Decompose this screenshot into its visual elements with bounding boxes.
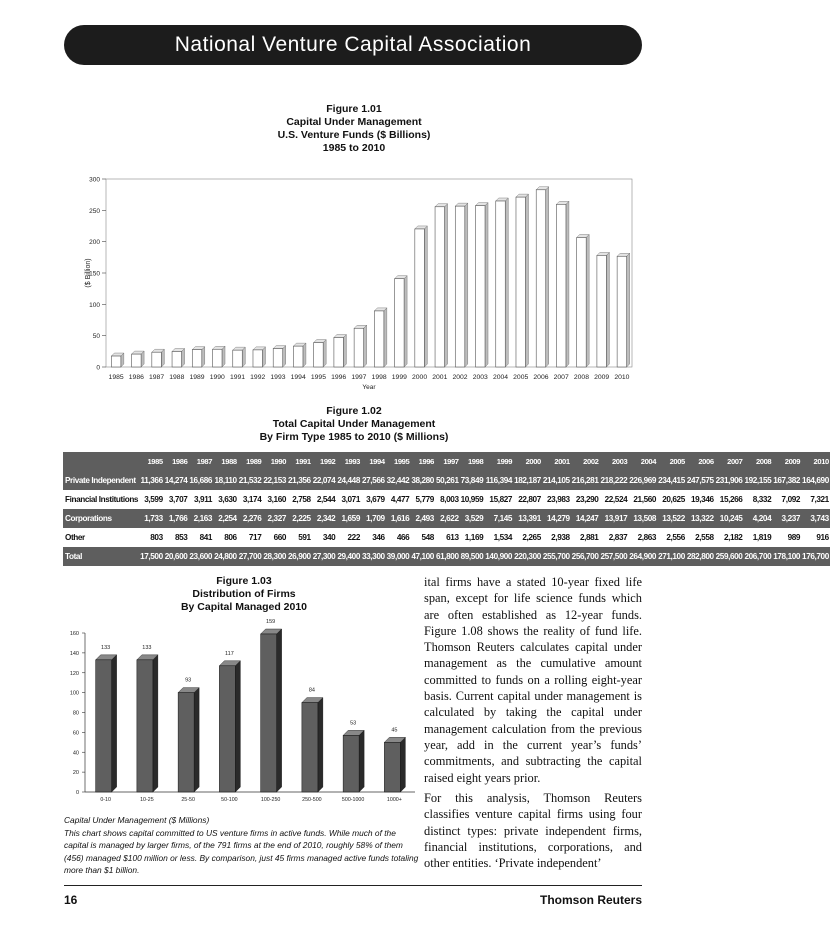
table-cell: 26,900 xyxy=(288,552,311,561)
table-header-year: 2000 xyxy=(525,457,541,466)
table-cell: 806 xyxy=(224,533,237,542)
table-cell: 2,837 xyxy=(608,533,628,542)
header-title: National Venture Capital Association xyxy=(174,33,532,56)
bar-side xyxy=(235,661,240,792)
figure-3-title-line: Distribution of Firms xyxy=(192,588,296,600)
table-cell: 116,394 xyxy=(485,476,513,485)
table-header-year: 1993 xyxy=(344,457,360,466)
table-cell: 2,558 xyxy=(695,533,714,542)
table-cell: 22,807 xyxy=(518,495,541,504)
table-header-year: 2007 xyxy=(727,457,743,466)
table-cell: 8,003 xyxy=(440,495,459,504)
table-cell: 14,247 xyxy=(575,514,599,523)
body-paragraph-1: ital firms have a stated 10-year fixed life span, except for life science funds which are often established as 12-year funds. Figure 1.08 shows the reality of fund life. Thomson Reuters calculates capital under management as the cumulative amount committed to funds on a rolling eight-year basis. Current capital under management is calculated by taking the capital under management calculation from the previous year, add in the current year’s funds’ commitments, and subtracting the capital raised eight years prior. xyxy=(424,575,642,785)
table-cell: 3,679 xyxy=(366,495,385,504)
table-header-year: 2006 xyxy=(698,457,714,466)
y-tick-label: 150 xyxy=(89,270,100,278)
bar-data-label: 93 xyxy=(185,677,192,684)
table-cell: 27,566 xyxy=(362,476,385,485)
table-cell: 7,092 xyxy=(781,495,801,504)
table-row-label: Private Independent xyxy=(65,476,136,485)
table-cell: 24,800 xyxy=(214,552,237,561)
table-cell: 2,544 xyxy=(316,495,336,504)
y-tick-label: 300 xyxy=(89,176,100,184)
table-row-label: Other xyxy=(65,533,85,542)
table-cell: 15,266 xyxy=(719,495,743,504)
body-column-2 xyxy=(424,790,642,871)
bar-data-label: 53 xyxy=(350,720,357,727)
table-header-year: 2009 xyxy=(784,457,801,466)
table-cell: 28,300 xyxy=(263,552,287,561)
y-tick-label: 60 xyxy=(72,730,79,737)
table-cell: 264,900 xyxy=(629,552,657,561)
table-cell: 548 xyxy=(421,533,434,542)
table-cell: 5,779 xyxy=(415,495,434,504)
caption-heading: Capital Under Management ($ Millions) xyxy=(64,815,210,825)
table-cell: 1,766 xyxy=(168,514,188,523)
y-tick-label: 140 xyxy=(69,650,79,657)
table-cell: 23,983 xyxy=(547,495,570,504)
table-header-year: 2002 xyxy=(583,457,599,466)
table-cell: 182,187 xyxy=(514,476,541,485)
table-header-year: 1996 xyxy=(418,457,434,466)
table-cell: 27,300 xyxy=(312,552,336,561)
bar xyxy=(219,666,235,792)
table-cell: 3,743 xyxy=(810,514,829,523)
table-cell: 18,110 xyxy=(214,476,237,485)
table-cell: 73,849 xyxy=(460,476,484,485)
table-cell: 39,000 xyxy=(386,552,410,561)
table-cell: 3,174 xyxy=(242,495,262,504)
table-cell: 176,700 xyxy=(802,552,829,561)
table-cell: 192,155 xyxy=(744,476,772,485)
table-cell: 140,900 xyxy=(485,552,513,561)
table-cell: 33,300 xyxy=(362,552,385,561)
bar xyxy=(261,634,277,792)
x-tick-label: 50-100 xyxy=(221,797,238,803)
y-tick-label: 0 xyxy=(96,364,100,372)
x-tick-label: 1987 xyxy=(149,374,165,381)
y-tick-label: 80 xyxy=(72,710,79,717)
bar-side xyxy=(318,698,323,792)
table-header-year: 2010 xyxy=(813,457,829,466)
x-tick-label: 100-250 xyxy=(260,797,281,803)
table-cell: 259,600 xyxy=(715,552,743,561)
table-cell: 21,560 xyxy=(633,495,657,504)
bar xyxy=(96,660,112,792)
table-cell: 3,160 xyxy=(267,495,287,504)
x-tick-label: 500-1000 xyxy=(341,797,365,803)
table-cell: 15,827 xyxy=(489,495,513,504)
figure-3-title-line: By Capital Managed 2010 xyxy=(180,601,308,613)
table-header-year: 1992 xyxy=(320,457,336,466)
table-cell: 23,600 xyxy=(189,552,213,561)
table-cell: 340 xyxy=(322,533,336,542)
y-tick-label: 100 xyxy=(69,690,79,697)
table-cell: 206,700 xyxy=(744,552,772,561)
bar-data-label: 133 xyxy=(101,644,111,651)
table-cell: 2,327 xyxy=(267,514,287,523)
table-cell: 717 xyxy=(248,533,262,542)
table-cell: 16,686 xyxy=(189,476,213,485)
y-tick-label: 20 xyxy=(72,770,79,777)
y-tick-label: 160 xyxy=(69,631,79,637)
figure-1-label: Figure 1.01 xyxy=(326,103,382,115)
x-tick-label: 0-10 xyxy=(100,797,111,803)
figure-2-label: Figure 1.02 xyxy=(326,405,382,417)
table-cell: 1,616 xyxy=(390,514,410,523)
table-cell: 231,906 xyxy=(715,476,743,485)
x-tick-label: 2005 xyxy=(513,374,529,381)
table-cell: 222 xyxy=(347,533,360,542)
table-cell: 916 xyxy=(816,533,829,542)
table-header-year: 1989 xyxy=(246,457,262,466)
body-column xyxy=(424,574,642,786)
x-tick-label: 2004 xyxy=(492,374,509,381)
table-cell: 247,575 xyxy=(686,476,714,485)
table-cell: 591 xyxy=(298,533,311,542)
table-cell: 2,254 xyxy=(218,514,237,523)
table-cell: 14,279 xyxy=(547,514,570,523)
table-header-year: 2004 xyxy=(640,457,657,466)
x-tick-label: 1994 xyxy=(290,374,306,381)
table-header-year: 1985 xyxy=(147,457,163,466)
table-cell: 13,322 xyxy=(691,514,714,523)
table-cell: 23,290 xyxy=(575,495,599,504)
table-cell: 3,071 xyxy=(341,495,360,504)
table-header-year: 1994 xyxy=(369,457,385,466)
x-tick-label: 2007 xyxy=(553,374,569,381)
y-tick-label: 40 xyxy=(72,750,79,757)
table-cell: 24,448 xyxy=(337,476,360,485)
table-cell: 255,700 xyxy=(542,552,570,561)
y-tick-label: 120 xyxy=(69,670,79,677)
table-cell: 13,391 xyxy=(518,514,541,523)
table-cell: 17,500 xyxy=(140,552,163,561)
x-tick-label: 1997 xyxy=(351,374,367,381)
caption-body: This chart shows capital committed to US venture firms in active funds. While much of the capital is managed by larger firms, of the 791 firms at the end of 2010, roughly 58% of them (456) managed $100 million or less. By comparison, just 45 firms managed active funds totaling more than $1 billion. xyxy=(64,827,419,875)
table-cell: 841 xyxy=(199,533,213,542)
y-tick-label: 100 xyxy=(89,301,100,309)
table-cell: 3,599 xyxy=(144,495,163,504)
x-axis-label: Year xyxy=(362,384,376,391)
table-cell: 803 xyxy=(150,533,163,542)
x-tick-label: 2003 xyxy=(472,374,488,381)
table-row-label: Financial Institutions xyxy=(65,495,139,504)
table-cell: 61,800 xyxy=(435,552,459,561)
x-tick-label: 2006 xyxy=(533,374,549,381)
table-cell: 3,630 xyxy=(218,495,237,504)
table-cell: 1,169 xyxy=(464,533,484,542)
bar xyxy=(384,742,400,792)
x-tick-label: 1993 xyxy=(270,374,286,381)
bar xyxy=(343,735,359,792)
table-cell: 2,225 xyxy=(292,514,311,523)
figure-2-title-line: Total Capital Under Management xyxy=(272,418,436,430)
x-tick-label: 1996 xyxy=(331,374,347,381)
table-cell: 1,733 xyxy=(144,514,163,523)
table-cell: 47,100 xyxy=(411,552,434,561)
x-tick-label: 1991 xyxy=(229,374,246,381)
table-header-year: 1997 xyxy=(443,457,459,466)
table-cell: 19,346 xyxy=(691,495,714,504)
table-header-year: 1995 xyxy=(394,457,410,466)
x-tick-label: 1986 xyxy=(128,374,144,381)
table-header-year: 1991 xyxy=(295,457,311,466)
y-axis-label: ($ Billion) xyxy=(85,258,92,288)
table-cell: 2,342 xyxy=(316,514,336,523)
table-cell: 29,400 xyxy=(337,552,360,561)
x-tick-label: 1989 xyxy=(189,374,205,381)
table-cell: 1,819 xyxy=(752,533,772,542)
table-cell: 13,508 xyxy=(633,514,657,523)
bar xyxy=(302,703,318,792)
table-cell: 216,281 xyxy=(571,476,599,485)
table-cell: 8,332 xyxy=(752,495,772,504)
bar-side xyxy=(112,655,117,792)
x-tick-label: 1998 xyxy=(371,374,387,381)
table-cell: 13,522 xyxy=(662,514,685,523)
x-tick-label: 1999 xyxy=(391,374,407,381)
table-cell: 234,415 xyxy=(658,476,685,485)
table-cell: 2,276 xyxy=(242,514,262,523)
bar-data-label: 84 xyxy=(308,687,315,694)
table-cell: 4,204 xyxy=(752,514,772,523)
table-cell: 10,245 xyxy=(719,514,743,523)
bar-side xyxy=(359,730,364,792)
bar-data-label: 45 xyxy=(391,727,398,734)
figure-1-title-line: Capital Under Management xyxy=(286,116,422,128)
table-cell: 2,938 xyxy=(551,533,570,542)
x-tick-label: 25-50 xyxy=(181,797,195,803)
table-cell: 282,800 xyxy=(686,552,714,561)
table-cell: 164,690 xyxy=(802,476,829,485)
table-header-year: 2001 xyxy=(554,457,570,466)
table-header-year: 2003 xyxy=(611,457,628,466)
table-cell: 20,625 xyxy=(662,495,685,504)
figure-1-title-line: U.S. Venture Funds ($ Billions) xyxy=(277,129,431,141)
table-cell: 256,700 xyxy=(571,552,599,561)
x-tick-label: 250-500 xyxy=(302,797,322,803)
figure-1-title-line: 1985 to 2010 xyxy=(322,142,386,154)
table-cell: 4,477 xyxy=(390,495,410,504)
y-tick-label: 50 xyxy=(92,333,100,341)
table-header-year: 1988 xyxy=(221,457,237,466)
x-tick-label: 2002 xyxy=(452,374,468,381)
table-cell: 2,163 xyxy=(193,514,213,523)
table-cell: 38,280 xyxy=(411,476,434,485)
footer-publisher: Thomson Reuters xyxy=(539,893,642,907)
bar-data-label: 133 xyxy=(142,644,152,651)
table-cell: 20,600 xyxy=(164,552,188,561)
table-cell: 214,105 xyxy=(542,476,570,485)
figure-2-title-line: By Firm Type 1985 to 2010 ($ Millions) xyxy=(259,431,449,443)
table-header-year: 1987 xyxy=(196,457,213,466)
table-cell: 2,182 xyxy=(723,533,743,542)
table-cell: 660 xyxy=(273,533,287,542)
table-cell: 2,758 xyxy=(292,495,311,504)
bar-data-label: 117 xyxy=(224,650,234,657)
x-tick-label: 1992 xyxy=(250,374,266,381)
table-cell: 13,917 xyxy=(604,514,628,523)
footer-rule xyxy=(64,885,642,886)
x-tick-label: 1990 xyxy=(209,374,225,381)
x-tick-label: 2008 xyxy=(573,374,589,381)
table-cell: 14,274 xyxy=(164,476,188,485)
table-cell: 2,863 xyxy=(637,533,657,542)
table-cell: 853 xyxy=(174,533,188,542)
table-cell: 220,300 xyxy=(514,552,541,561)
table-cell: 3,529 xyxy=(464,514,484,523)
table-cell: 226,969 xyxy=(629,476,657,485)
table-cell: 1,709 xyxy=(366,514,385,523)
x-tick-label: 1995 xyxy=(310,374,326,381)
table-cell: 2,622 xyxy=(440,514,459,523)
table-row-label: Total xyxy=(65,552,82,561)
bar-side xyxy=(400,737,405,792)
x-tick-label: 1985 xyxy=(108,374,124,381)
table-cell: 32,442 xyxy=(386,476,410,485)
y-tick-label: 0 xyxy=(75,790,79,796)
table-header-year: 2005 xyxy=(669,457,685,466)
table-cell: 2,881 xyxy=(579,533,599,542)
x-tick-label: 1988 xyxy=(169,374,185,381)
table-cell: 22,524 xyxy=(604,495,628,504)
page-number: 16 xyxy=(64,893,78,907)
table-header-year: 1986 xyxy=(172,457,188,466)
table-cell: 257,500 xyxy=(600,552,628,561)
x-tick-label: 2010 xyxy=(614,374,630,381)
x-tick-label: 2000 xyxy=(412,374,428,381)
table-cell: 346 xyxy=(372,533,385,542)
table-cell: 271,100 xyxy=(658,552,685,561)
bar-side xyxy=(153,655,158,792)
bar-side xyxy=(277,629,282,792)
bar xyxy=(178,693,194,792)
table-cell: 178,100 xyxy=(773,552,801,561)
x-tick-label: 10-25 xyxy=(140,797,154,803)
table-header-year: 1998 xyxy=(467,457,484,466)
table-cell: 1,534 xyxy=(493,533,513,542)
table-cell: 89,500 xyxy=(460,552,484,561)
table-cell: 7,321 xyxy=(810,495,829,504)
table-cell: 218,222 xyxy=(600,476,628,485)
table-cell: 27,700 xyxy=(238,552,262,561)
table-cell: 50,261 xyxy=(435,476,459,485)
table-cell: 466 xyxy=(396,533,410,542)
bar-side xyxy=(194,688,199,792)
table-header-year: 1990 xyxy=(270,457,287,466)
y-tick-label: 200 xyxy=(89,239,100,247)
table-cell: 2,265 xyxy=(522,533,541,542)
x-tick-label: 2001 xyxy=(432,374,448,381)
figure-3-caption xyxy=(64,814,420,877)
table-cell: 3,707 xyxy=(168,495,188,504)
figure-3-label: Figure 1.03 xyxy=(216,575,272,587)
table-cell: 21,532 xyxy=(238,476,262,485)
bar-data-label: 159 xyxy=(266,618,276,625)
table-cell: 10,959 xyxy=(460,495,484,504)
x-tick-label: 2009 xyxy=(594,374,610,381)
table-cell: 167,382 xyxy=(773,476,801,485)
bar xyxy=(137,660,153,792)
table-cell: 22,074 xyxy=(312,476,336,485)
table-header-year: 1999 xyxy=(496,457,513,466)
table-row-label: Corporations xyxy=(65,514,112,523)
y-tick-label: 250 xyxy=(89,207,100,215)
table-cell: 21,356 xyxy=(288,476,311,485)
table-cell: 3,237 xyxy=(781,514,801,523)
table-cell: 989 xyxy=(787,533,801,542)
table-cell: 7,145 xyxy=(493,514,513,523)
table-cell: 22,153 xyxy=(263,476,287,485)
table-header-year: 2008 xyxy=(755,457,772,466)
table-cell: 3,911 xyxy=(194,495,213,504)
table-cell: 613 xyxy=(446,533,459,542)
table-cell: 11,366 xyxy=(140,476,163,485)
table-cell: 1,659 xyxy=(341,514,360,523)
table-cell: 2,493 xyxy=(415,514,434,523)
body-paragraph-2: For this analysis, Thomson Reuters classifies venture capital firms using four distinct types: private independent firms, financial institutions, corporations, and other entities. ‘Private independent’ xyxy=(424,791,642,871)
x-tick-label: 1000+ xyxy=(386,797,402,803)
table-cell: 2,556 xyxy=(666,533,685,542)
